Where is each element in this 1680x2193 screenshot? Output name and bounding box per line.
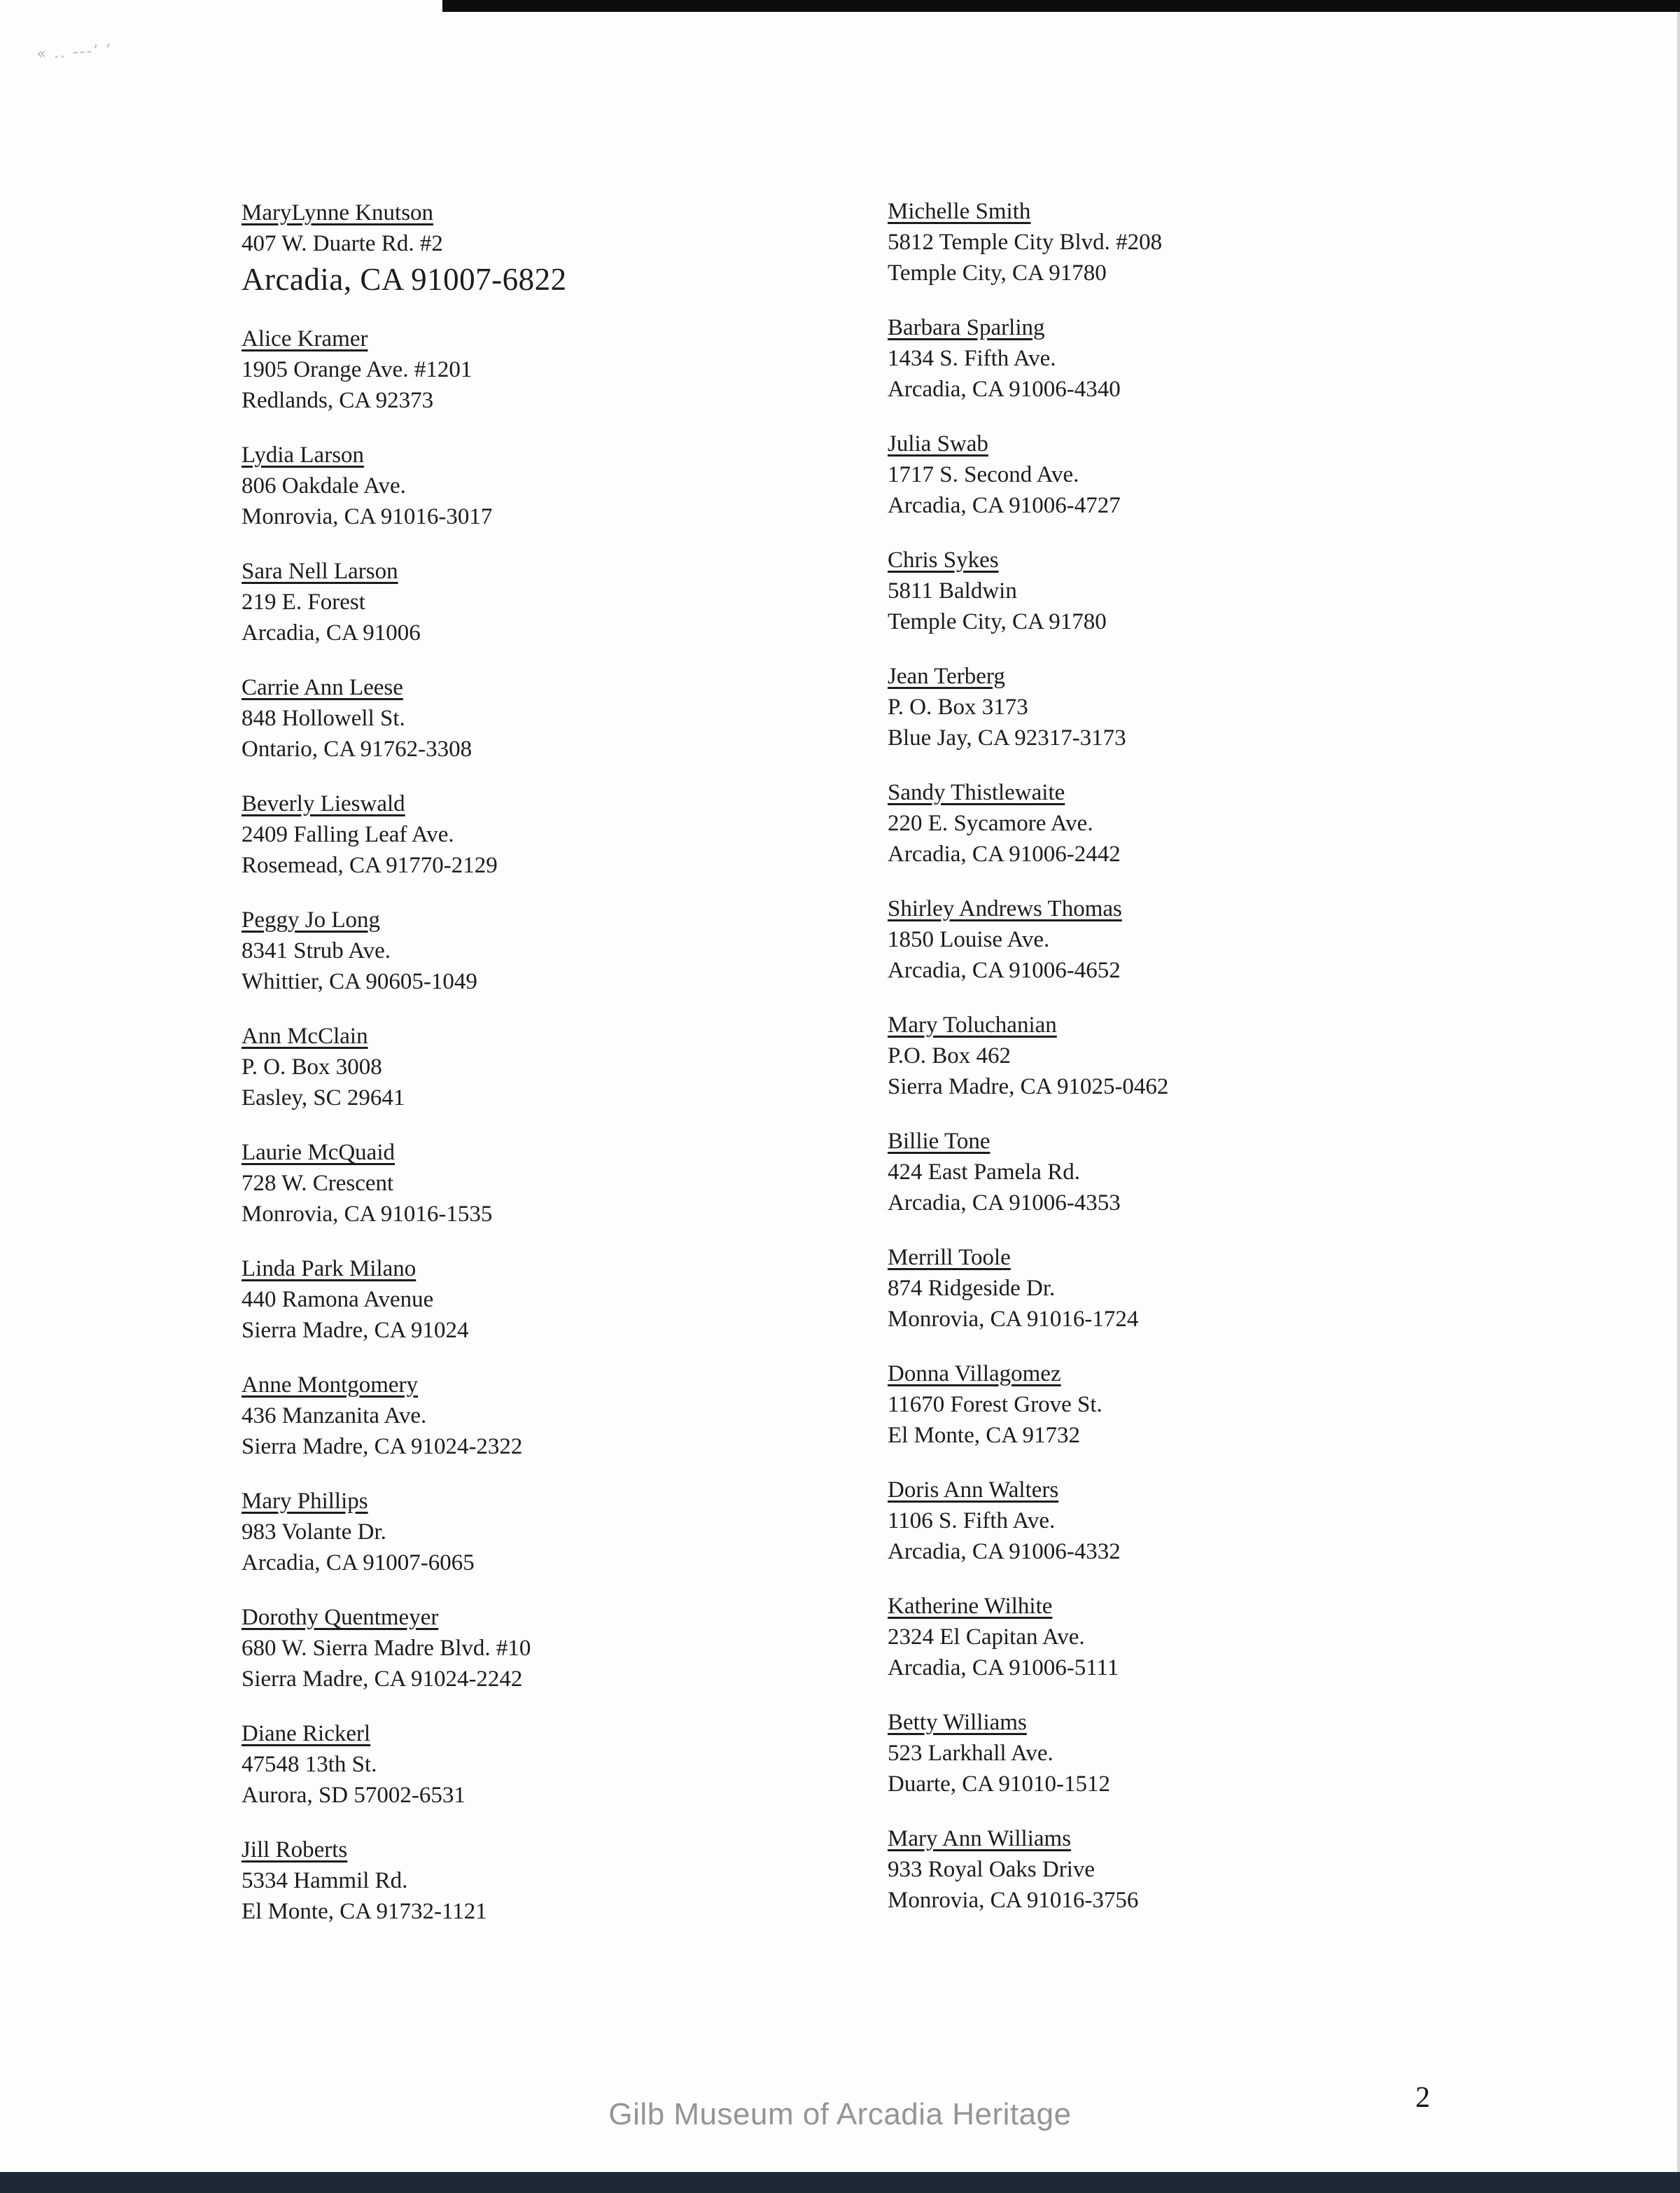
address-line: Rosemead, CA 91770-2129 bbox=[241, 853, 498, 878]
address-line: 933 Royal Oaks Drive bbox=[888, 1857, 1096, 1882]
contact-name: Billie Tone bbox=[888, 1129, 990, 1154]
contact-name: MaryLynne Knutson bbox=[241, 200, 434, 225]
address-column-left bbox=[241, 197, 927, 1951]
address-entry bbox=[888, 196, 1574, 288]
address-line: 848 Hollowell St. bbox=[241, 706, 405, 731]
contact-name: Beverly Lieswald bbox=[241, 791, 405, 816]
contact-name: Diane Rickerl bbox=[241, 1721, 371, 1746]
scan-artifact-top-bar bbox=[442, 0, 1680, 12]
address-line: Temple City, CA 91780 bbox=[888, 609, 1107, 634]
address-line: Monrovia, CA 91016-3756 bbox=[888, 1888, 1139, 1913]
address-line: Easley, SC 29641 bbox=[241, 1085, 405, 1111]
museum-watermark: Gilb Museum of Arcadia Heritage bbox=[608, 2097, 1072, 2131]
address-line: 219 E. Forest bbox=[241, 590, 365, 615]
address-entry bbox=[888, 1242, 1574, 1335]
address-entry bbox=[241, 1137, 927, 1230]
address-line: Monrovia, CA 91016-3017 bbox=[241, 504, 493, 529]
address-line: 2324 El Capitan Ave. bbox=[888, 1624, 1085, 1650]
address-line: P. O. Box 3173 bbox=[888, 695, 1028, 720]
address-line: 874 Ridgeside Dr. bbox=[888, 1276, 1056, 1301]
address-line: Temple City, CA 91780 bbox=[888, 260, 1107, 286]
address-line: 680 W. Sierra Madre Blvd. #10 bbox=[241, 1636, 531, 1661]
address-line: 424 East Pamela Rd. bbox=[888, 1160, 1080, 1185]
address-line: Redlands, CA 92373 bbox=[241, 388, 434, 413]
address-line: Arcadia, CA 91006-4340 bbox=[888, 377, 1121, 402]
address-line: 47548 13th St. bbox=[241, 1752, 377, 1777]
contact-name: Laurie McQuaid bbox=[241, 1140, 395, 1165]
address-line: 440 Ramona Avenue bbox=[241, 1287, 434, 1312]
address-line: 983 Volante Dr. bbox=[241, 1519, 386, 1545]
contact-name: Anne Montgomery bbox=[241, 1372, 419, 1398]
address-entry bbox=[888, 777, 1574, 870]
page-number: 2 bbox=[1415, 2082, 1430, 2114]
contact-name: Mary Ann Williams bbox=[888, 1826, 1072, 1851]
address-line: Arcadia, CA 91006-4332 bbox=[888, 1539, 1121, 1564]
address-line: 8341 Strub Ave. bbox=[241, 938, 391, 963]
contact-name: Shirley Andrews Thomas bbox=[888, 896, 1122, 921]
address-line: Arcadia, CA 91006 bbox=[241, 620, 421, 646]
address-line: P. O. Box 3008 bbox=[241, 1054, 382, 1080]
contact-name: Carrie Ann Leese bbox=[241, 675, 403, 700]
address-entry bbox=[241, 1021, 927, 1113]
address-line: Arcadia, CA 91006-5111 bbox=[888, 1655, 1119, 1680]
address-entry bbox=[888, 1358, 1574, 1451]
contact-name: Sandy Thistlewaite bbox=[888, 780, 1065, 805]
address-line: Ontario, CA 91762-3308 bbox=[241, 737, 472, 762]
address-line: 1850 Louise Ave. bbox=[888, 927, 1050, 952]
contact-name: Michelle Smith bbox=[888, 199, 1031, 224]
contact-name: Julia Swab bbox=[888, 431, 988, 457]
contact-name: Alice Kramer bbox=[241, 326, 368, 351]
address-column-right bbox=[888, 196, 1574, 1940]
contact-name: Merrill Toole bbox=[888, 1245, 1011, 1270]
address-entry bbox=[241, 323, 927, 416]
address-line: Arcadia, CA 91006-2442 bbox=[888, 842, 1121, 867]
contact-name: Doris Ann Walters bbox=[888, 1477, 1059, 1503]
address-line: 1905 Orange Ave. #1201 bbox=[241, 357, 472, 382]
address-line: 220 E. Sycamore Ave. bbox=[888, 811, 1093, 836]
address-line: Blue Jay, CA 92317-3173 bbox=[888, 725, 1126, 751]
address-entry bbox=[241, 197, 927, 300]
contact-name: Jill Roberts bbox=[241, 1837, 348, 1863]
address-entry bbox=[888, 429, 1574, 521]
scan-artifact-right-edge bbox=[1677, 12, 1680, 2172]
contact-name: Mary Toluchanian bbox=[888, 1012, 1057, 1038]
address-entry bbox=[241, 1253, 927, 1346]
address-entry bbox=[888, 312, 1574, 405]
address-entry bbox=[241, 788, 927, 881]
address-line: El Monte, CA 91732-1121 bbox=[241, 1899, 487, 1924]
address-line: 2409 Falling Leaf Ave. bbox=[241, 822, 454, 847]
contact-name: Chris Sykes bbox=[888, 548, 999, 573]
address-entry bbox=[241, 905, 927, 997]
contact-name: Betty Williams bbox=[888, 1710, 1027, 1735]
address-entry bbox=[888, 1126, 1574, 1218]
pencil-mark-artifact: « .. ---’ ʼ bbox=[36, 41, 113, 64]
contact-name: Mary Phillips bbox=[241, 1489, 368, 1514]
address-entry bbox=[888, 893, 1574, 986]
contact-name: Ann McClain bbox=[241, 1024, 368, 1049]
city-line-large: Arcadia, CA 91007-6822 bbox=[241, 262, 567, 297]
address-line: Arcadia, CA 91006-4727 bbox=[888, 493, 1121, 518]
address-line: 436 Manzanita Ave. bbox=[241, 1403, 427, 1428]
contact-name: Dorothy Quentmeyer bbox=[241, 1605, 439, 1630]
address-line: Sierra Madre, CA 91024-2322 bbox=[241, 1434, 523, 1459]
address-line: 523 Larkhall Ave. bbox=[888, 1741, 1054, 1766]
address-entry bbox=[241, 672, 927, 765]
contact-name: Linda Park Milano bbox=[241, 1256, 416, 1281]
address-entry bbox=[241, 556, 927, 648]
address-line: 728 W. Crescent bbox=[241, 1171, 394, 1196]
address-line: 5334 Hammil Rd. bbox=[241, 1868, 408, 1893]
address-entry bbox=[241, 440, 927, 532]
contact-name: Katherine Wilhite bbox=[888, 1594, 1053, 1619]
address-line: Monrovia, CA 91016-1724 bbox=[888, 1307, 1139, 1332]
address-entry bbox=[888, 1707, 1574, 1799]
contact-name: Sara Nell Larson bbox=[241, 559, 398, 584]
address-entry bbox=[241, 1835, 927, 1927]
contact-name: Lydia Larson bbox=[241, 443, 365, 468]
address-entry bbox=[241, 1486, 927, 1578]
address-line: El Monte, CA 91732 bbox=[888, 1423, 1081, 1448]
address-line: Aurora, SD 57002-6531 bbox=[241, 1783, 465, 1808]
contact-name: Barbara Sparling bbox=[888, 315, 1045, 340]
address-line: P.O. Box 462 bbox=[888, 1043, 1011, 1068]
address-line: 5812 Temple City Blvd. #208 bbox=[888, 230, 1163, 255]
address-entry bbox=[888, 1591, 1574, 1683]
address-line: 5811 Baldwin bbox=[888, 578, 1017, 604]
address-entry bbox=[241, 1718, 927, 1811]
address-line: 1717 S. Second Ave. bbox=[888, 462, 1079, 487]
address-line: Monrovia, CA 91016-1535 bbox=[241, 1202, 493, 1227]
address-line: Sierra Madre, CA 91025-0462 bbox=[888, 1074, 1169, 1099]
address-line: Whittier, CA 90605-1049 bbox=[241, 969, 477, 994]
contact-name: Donna Villagomez bbox=[888, 1361, 1061, 1386]
address-entry bbox=[888, 661, 1574, 753]
address-line: Arcadia, CA 91006-4652 bbox=[888, 958, 1121, 983]
address-entry bbox=[241, 1602, 927, 1694]
address-entry bbox=[888, 545, 1574, 637]
address-entry bbox=[241, 1370, 927, 1462]
address-line: 1434 S. Fifth Ave. bbox=[888, 346, 1056, 371]
address-line: Sierra Madre, CA 91024 bbox=[241, 1318, 469, 1343]
address-line: Arcadia, CA 91007-6065 bbox=[241, 1550, 475, 1575]
address-line: Arcadia, CA 91006-4353 bbox=[888, 1190, 1121, 1216]
address-line: 11670 Forest Grove St. bbox=[888, 1392, 1102, 1417]
contact-name: Jean Terberg bbox=[888, 664, 1005, 689]
address-line: 407 W. Duarte Rd. #2 bbox=[241, 231, 443, 256]
address-entry bbox=[888, 1823, 1574, 1916]
address-line: Sierra Madre, CA 91024-2242 bbox=[241, 1666, 523, 1692]
contact-name: Peggy Jo Long bbox=[241, 907, 380, 933]
scan-artifact-bottom-bar bbox=[0, 2172, 1680, 2193]
address-line: Duarte, CA 91010-1512 bbox=[888, 1771, 1111, 1797]
address-entry bbox=[888, 1475, 1574, 1567]
address-line: 1106 S. Fifth Ave. bbox=[888, 1508, 1056, 1533]
address-entry bbox=[888, 1010, 1574, 1102]
address-line: 806 Oakdale Ave. bbox=[241, 473, 406, 499]
